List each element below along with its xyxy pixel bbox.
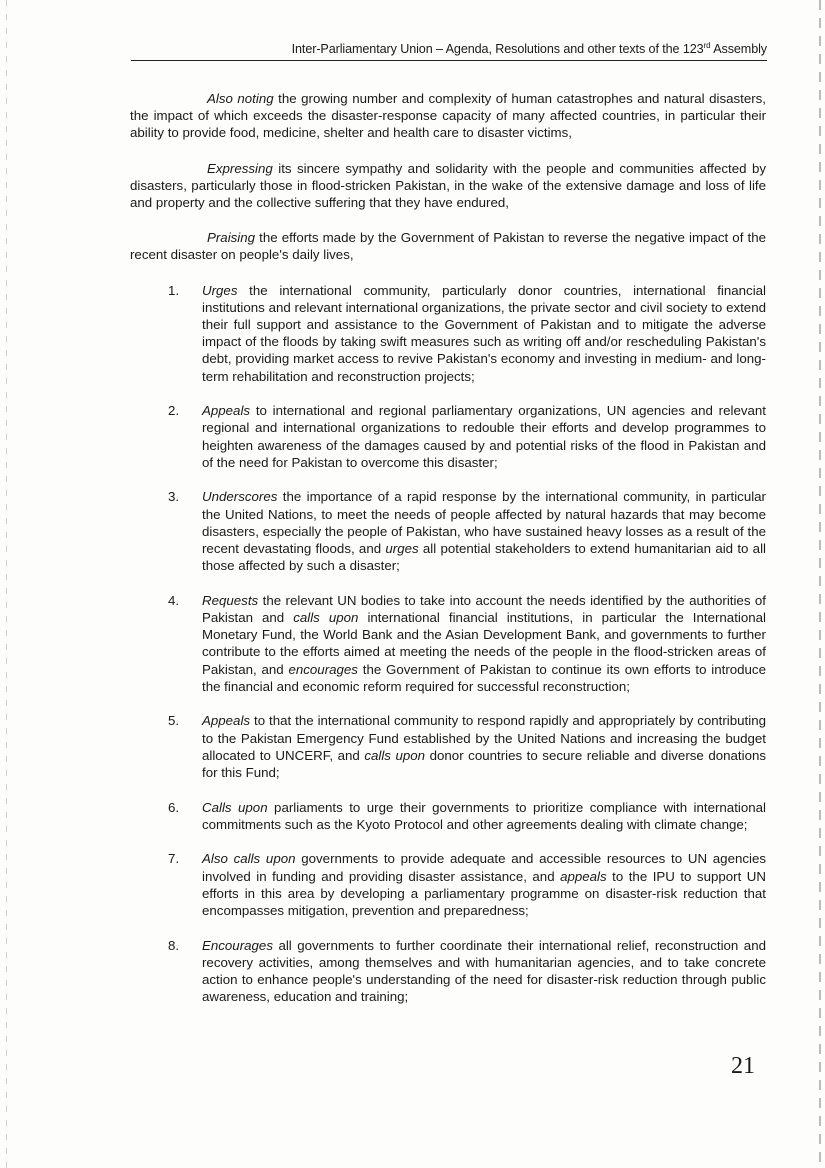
clause-segment: the relevant UN bodies to take into account the needs identified by the authorities of Pakistan and bbox=[202, 592, 766, 626]
clause-emphasis: Urges bbox=[202, 282, 238, 298]
clause-emphasis: calls upon bbox=[293, 610, 359, 626]
preamble-lead: Also noting bbox=[207, 91, 274, 106]
clause-emphasis: calls upon bbox=[364, 747, 426, 763]
clause-segment: to the IPU to support UN efforts in this area by developing a parliamentary programme on disaster-risk reduction that encompasses mitigation, prevention and preparedness; bbox=[202, 868, 766, 919]
clause-text bbox=[202, 799, 766, 833]
preamble-text: its sincere sympathy and solidarity with the people and communities affected by disasters, particularly those in flood-stricken Pakistan, in the wake of the extensive damage and loss of life and property and the collective suffering that they have endured, bbox=[130, 160, 766, 211]
running-header-text bbox=[292, 41, 767, 56]
preamble-paragraph bbox=[130, 90, 766, 142]
clause-text bbox=[202, 402, 766, 471]
scan-edge-right bbox=[819, 0, 821, 1168]
clause-text bbox=[202, 282, 766, 385]
clause-number: 8. bbox=[168, 937, 180, 953]
clause-segment: the international community, particularly donor countries, international financial institutions and relevant international organizations, the private sector and civil society to extend their full support and assistance to the Government of Pakistan and to mitigate the adverse impact of the floods by taking swift measures such as writing off and/or rescheduling Pakistan's debt, providing market access to revive Pakistan's economy and investing in medium- and long-term rehabilitation and reconstruction projects; bbox=[202, 282, 766, 384]
clause-segment: to that the international community to respond rapidly and appropriately by contributing to the Pakistan Emergency Fund established by the United Nations and increasing the budget allocated to UNCERF, and bbox=[202, 713, 766, 763]
clause-number: 2. bbox=[168, 403, 180, 419]
clause-segment: parliaments to urge their governments to prioritize compliance with international commitments such as the Kyoto Protocol and other agreements dealing with climate change; bbox=[202, 799, 766, 832]
clause-number: 4. bbox=[168, 592, 180, 608]
header-superscript: rd bbox=[703, 41, 711, 50]
clause-segment: to international and regional parliamentary organizations, UN agencies and relevant regional and international organizations to redouble their efforts and develop programmes to heighten awareness of the damages caused by and potential risks of the flood in Pakistan and of the need for Pakistan to overcome this disaster; bbox=[202, 403, 766, 470]
preamble-lead: Praising bbox=[207, 230, 256, 246]
clause-segment: all governments to further coordinate their international relief, reconstruction and recovery activities, among themselves and with humanitarian agencies, and to take concrete action to enhance people's understanding of the need for disaster-risk reduction through public awareness, education and training; bbox=[202, 937, 766, 1005]
clause-text bbox=[202, 712, 766, 781]
clause-segment: the importance of a rapid response by the international community, in particular the United Nations, to meet the needs of people affected by natural hazards that may become disasters, especially the people of Pakistan, who have sustained heavy losses as a result of the recent devastating floods, and bbox=[202, 489, 766, 557]
operative-clause bbox=[130, 799, 766, 833]
clause-emphasis: urges bbox=[385, 541, 419, 557]
operative-clause bbox=[130, 712, 766, 781]
clause-emphasis: Appeals bbox=[202, 713, 251, 729]
page-number: 21 bbox=[731, 1053, 755, 1079]
clause-segment: governments to provide adequate and accessible resources to UN agencies involved in funding and providing disaster assistance, and bbox=[202, 851, 767, 884]
operative-clause bbox=[130, 592, 766, 695]
operative-clause bbox=[130, 282, 766, 385]
clause-number: 5. bbox=[168, 713, 180, 729]
preamble-text: the growing number and complexity of human catastrophes and natural disasters, the impact of which exceeds the disaster-response capacity of many affected countries, in particular their ability to provide food, medicine, shelter and health care to disaster victims, bbox=[130, 91, 766, 141]
operative-clause bbox=[130, 488, 766, 574]
scan-edge-left bbox=[6, 0, 7, 1168]
header-suffix: Assembly bbox=[710, 42, 767, 56]
clause-emphasis: Encourages bbox=[202, 937, 273, 953]
clause-emphasis: Appeals bbox=[202, 403, 251, 419]
clause-number: 7. bbox=[168, 851, 180, 867]
document-body bbox=[130, 90, 766, 1023]
clause-text bbox=[202, 488, 766, 574]
preamble-paragraph bbox=[130, 229, 766, 263]
clause-segment: the Government of Pakistan to continue its own efforts to introduce the financial and economic reform required for successful reconstruction; bbox=[202, 661, 766, 694]
clause-segment: donor countries to secure reliable and diverse donations for this Fund; bbox=[202, 747, 767, 781]
preamble-paragraph bbox=[130, 160, 766, 212]
clause-emphasis: encourages bbox=[288, 661, 358, 677]
clause-segment: international financial institutions, in particular the International Monetary Fund, the World Bank and the Asian Development Bank, and governments to further contribute to the efforts aimed at meeting the needs of the people in the flood-stricken areas of Pakistan, and bbox=[202, 610, 766, 677]
running-header bbox=[131, 38, 767, 61]
clause-emphasis: Also calls upon bbox=[202, 851, 296, 867]
operative-clause bbox=[130, 402, 766, 471]
clause-emphasis: Requests bbox=[202, 592, 259, 608]
operative-clauses-list bbox=[130, 282, 766, 1006]
header-title: Inter-Parliamentary Union – Agenda, Resolutions and other texts of the 123 bbox=[291, 42, 704, 56]
clause-text bbox=[202, 850, 766, 919]
preamble-text: the efforts made by the Government of Pakistan to reverse the negative impact of the recent disaster on people's daily lives, bbox=[130, 230, 766, 263]
operative-clause bbox=[130, 937, 766, 1006]
clause-number: 3. bbox=[168, 489, 180, 505]
clause-text bbox=[202, 592, 766, 695]
clause-text bbox=[202, 937, 766, 1006]
clause-number: 1. bbox=[168, 282, 180, 298]
operative-clause bbox=[130, 850, 766, 919]
preamble-lead: Expressing bbox=[207, 160, 273, 176]
clause-emphasis: Calls upon bbox=[202, 799, 268, 815]
clause-emphasis: Underscores bbox=[202, 489, 278, 505]
clause-number: 6. bbox=[168, 799, 180, 815]
clause-segment: all potential stakeholders to extend humanitarian aid to all those affected by such a disaster; bbox=[202, 541, 766, 574]
clause-emphasis: appeals bbox=[560, 868, 607, 884]
